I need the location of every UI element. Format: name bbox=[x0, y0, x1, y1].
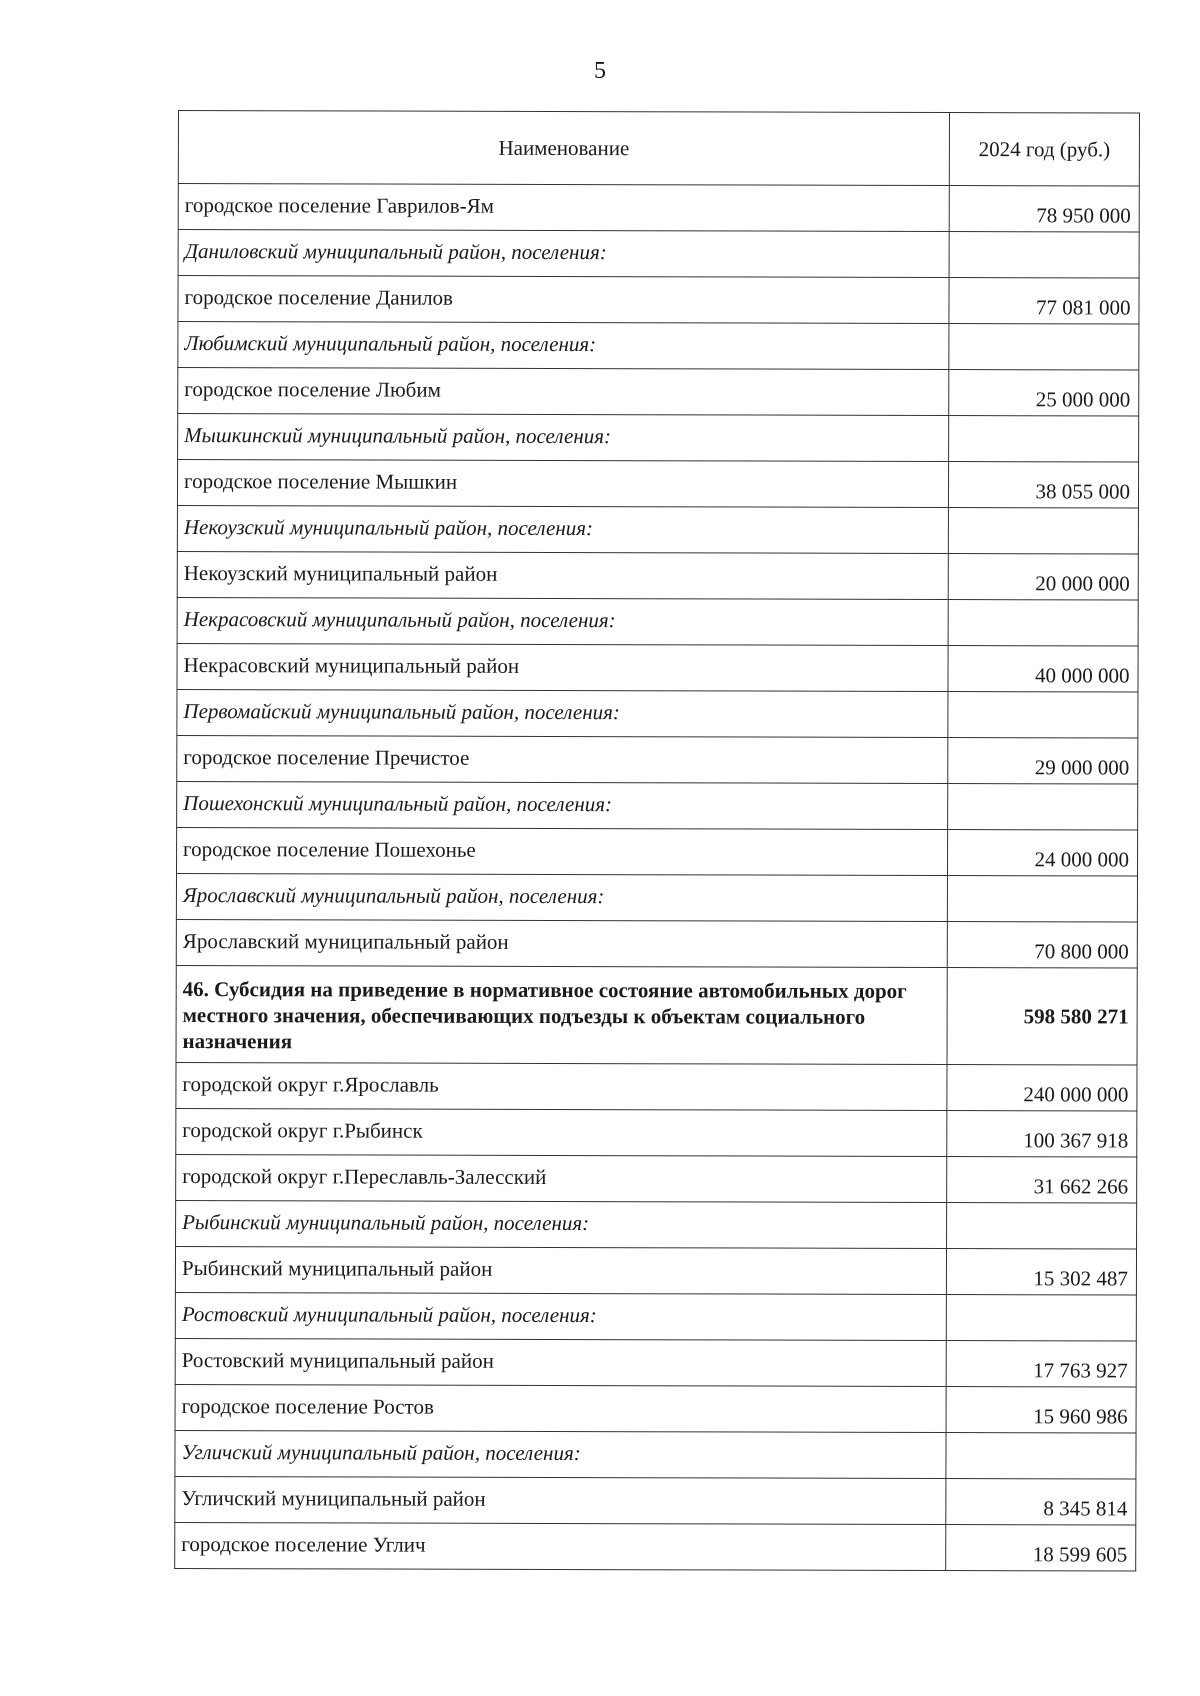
row-amount: 17 763 927 bbox=[946, 1341, 1136, 1387]
section-name: Ярославский муниципальный район, поселения: bbox=[176, 873, 947, 921]
subsidy-title: 46. Субсидия на приведение в нормативное состояние автомобильных дорог местного значения, обеспечивающих подъезды к объектам социального назначения bbox=[176, 965, 947, 1064]
table-row bbox=[177, 735, 1138, 784]
row-name: городское поселение Мышкин bbox=[177, 460, 948, 508]
subsidy-heading-row bbox=[176, 965, 1137, 1065]
row-name: городское поселение Углич bbox=[175, 1522, 946, 1570]
section-name: Ростовский муниципальный район, поселения: bbox=[175, 1292, 946, 1340]
section-row bbox=[176, 873, 1137, 922]
table-row bbox=[177, 827, 1138, 876]
section-row bbox=[177, 781, 1138, 830]
table-row bbox=[176, 919, 1137, 968]
row-amount: 78 950 000 bbox=[949, 186, 1139, 232]
row-name: городское поселение Данилов bbox=[178, 276, 949, 324]
column-header-value: 2024 год (руб.) bbox=[949, 113, 1139, 186]
section-name: Первомайский муниципальный район, поселения: bbox=[177, 689, 948, 737]
section-row bbox=[175, 1430, 1136, 1479]
table-row bbox=[176, 1108, 1137, 1157]
row-name: Ярославский муниципальный район bbox=[176, 919, 947, 967]
row-name: Рыбинский муниципальный район bbox=[175, 1246, 946, 1294]
table-row bbox=[178, 184, 1139, 233]
row-name: городское поселение Пошехонье bbox=[177, 827, 948, 875]
row-name: городское поселение Ростов bbox=[175, 1384, 946, 1432]
row-amount bbox=[948, 508, 1138, 554]
row-amount: 15 960 986 bbox=[946, 1387, 1136, 1433]
table-header-row bbox=[178, 111, 1139, 187]
row-amount bbox=[947, 1203, 1137, 1249]
section-name: Мышкинский муниципальный район, поселения: bbox=[178, 414, 949, 462]
row-amount: 8 345 814 bbox=[946, 1479, 1136, 1525]
row-amount bbox=[949, 416, 1139, 462]
section-name: Даниловский муниципальный район, поселения: bbox=[178, 230, 949, 278]
section-name: Некрасовский муниципальный район, поселения: bbox=[177, 597, 948, 645]
row-amount bbox=[949, 232, 1139, 278]
section-row bbox=[175, 1292, 1136, 1341]
row-amount: 240 000 000 bbox=[947, 1065, 1137, 1111]
row-amount bbox=[949, 324, 1139, 370]
row-amount: 31 662 266 bbox=[947, 1157, 1137, 1203]
table-row bbox=[175, 1384, 1136, 1433]
table-row bbox=[175, 1476, 1136, 1525]
row-amount: 70 800 000 bbox=[947, 922, 1137, 968]
table-row bbox=[175, 1522, 1136, 1571]
row-name: Угличский муниципальный район bbox=[175, 1476, 946, 1524]
table-row bbox=[177, 551, 1138, 600]
section-name: Любимский муниципальный район, поселения: bbox=[178, 322, 949, 370]
row-name: Некрасовский муниципальный район bbox=[177, 643, 948, 691]
section-name: Некоузский муниципальный район, поселения: bbox=[177, 505, 948, 553]
row-name: городское поселение Пречистое bbox=[177, 735, 948, 783]
row-amount bbox=[946, 1433, 1136, 1479]
table-row bbox=[175, 1246, 1136, 1295]
section-row bbox=[178, 230, 1139, 279]
row-amount: 40 000 000 bbox=[948, 646, 1138, 692]
subsidy-total: 598 580 271 bbox=[947, 968, 1137, 1065]
row-name: городской округ г.Ярославль bbox=[176, 1062, 947, 1110]
row-name: городской округ г.Рыбинск bbox=[176, 1108, 947, 1156]
table-row bbox=[177, 460, 1138, 509]
table-row bbox=[175, 1338, 1136, 1387]
row-amount bbox=[948, 600, 1138, 646]
row-amount: 20 000 000 bbox=[948, 554, 1138, 600]
section-row bbox=[177, 597, 1138, 646]
table-body bbox=[175, 184, 1140, 1572]
row-amount bbox=[948, 784, 1138, 830]
table-row bbox=[178, 276, 1139, 325]
section-row bbox=[178, 414, 1139, 463]
row-amount: 18 599 605 bbox=[946, 1525, 1136, 1571]
table-row bbox=[176, 1062, 1137, 1111]
page-number: 5 bbox=[594, 58, 606, 84]
row-amount bbox=[948, 692, 1138, 738]
row-name: городское поселение Гаврилов-Ям bbox=[178, 184, 949, 232]
section-row bbox=[177, 689, 1138, 738]
section-name: Угличский муниципальный район, поселения: bbox=[175, 1430, 946, 1478]
section-row bbox=[176, 1200, 1137, 1249]
table-row bbox=[176, 1154, 1137, 1203]
column-header-name: Наименование bbox=[178, 111, 949, 186]
row-amount: 29 000 000 bbox=[948, 738, 1138, 784]
subsidy-table bbox=[174, 110, 1140, 1572]
row-amount: 15 302 487 bbox=[946, 1249, 1136, 1295]
table-row bbox=[177, 643, 1138, 692]
row-amount: 24 000 000 bbox=[947, 830, 1137, 876]
table-row bbox=[178, 368, 1139, 417]
section-name: Пошехонский муниципальный район, поселения: bbox=[177, 781, 948, 829]
section-row bbox=[177, 505, 1138, 554]
row-amount: 100 367 918 bbox=[947, 1111, 1137, 1157]
section-row bbox=[178, 322, 1139, 371]
row-amount: 38 055 000 bbox=[948, 462, 1138, 508]
row-name: Ростовский муниципальный район bbox=[175, 1338, 946, 1386]
row-amount: 77 081 000 bbox=[949, 278, 1139, 324]
row-amount bbox=[947, 876, 1137, 922]
row-name: Некоузский муниципальный район bbox=[177, 551, 948, 599]
row-name: городской округ г.Переславль-Залесский bbox=[176, 1154, 947, 1202]
row-amount: 25 000 000 bbox=[949, 370, 1139, 416]
row-amount bbox=[946, 1295, 1136, 1341]
row-name: городское поселение Любим bbox=[178, 368, 949, 416]
section-name: Рыбинский муниципальный район, поселения: bbox=[176, 1200, 947, 1248]
